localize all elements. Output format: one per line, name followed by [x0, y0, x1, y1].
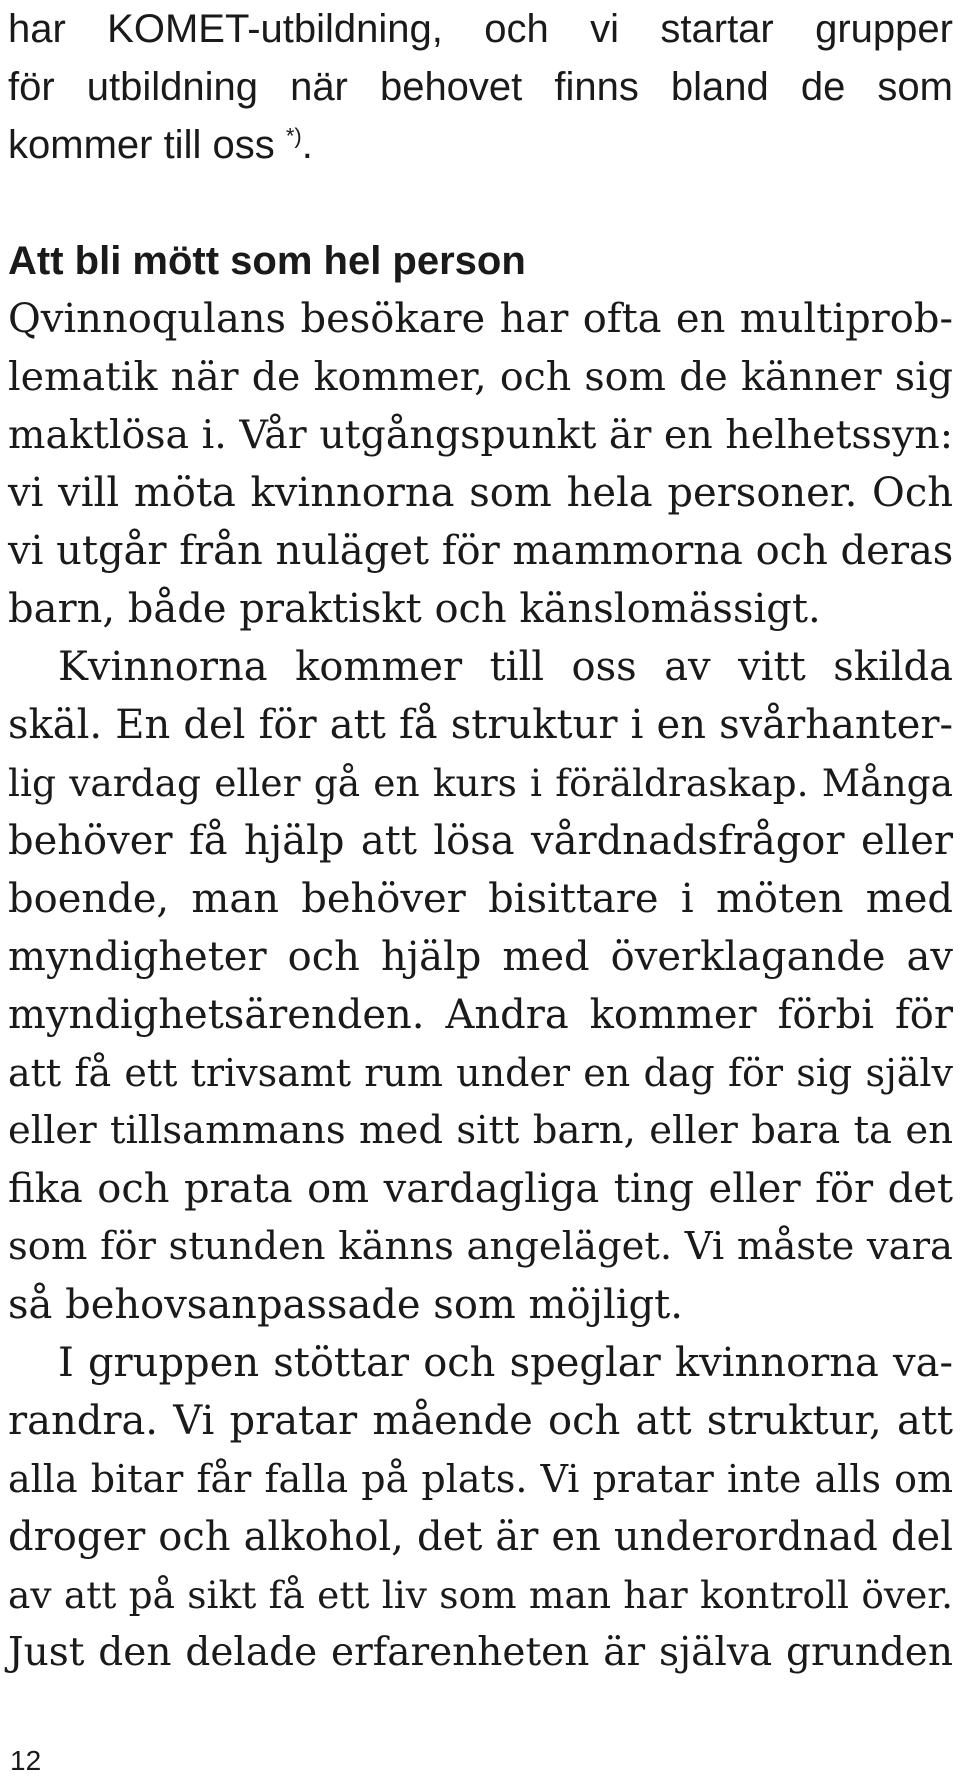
body-line: att få ett trivsamt rum under en dag för sig själv [8, 1051, 953, 1095]
intro-line-2: för utbildning när behovet finns bland de som [8, 65, 953, 109]
body-line: boende, man behöver bisittare i möten med [8, 876, 953, 922]
body-line: lematik när de kommer, och som de känner sig [8, 354, 953, 400]
body-line: alla bitar får falla på plats. Vi pratar inte alls om [8, 1457, 953, 1501]
body-line: droger och alkohol, det är en underordnad del [8, 1514, 953, 1560]
intro-line-1: har KOMET-utbildning, och vi startar grupper [8, 7, 953, 51]
body-line: vi utgår från nuläget för mammorna och deras [8, 528, 954, 574]
body-line: behöver få hjälp att lösa vårdnadsfrågor eller [8, 818, 953, 864]
document-page [8, 0, 953, 1682]
body-line-paragraph-start: Kvinnorna kommer till oss av vitt skilda [58, 644, 953, 690]
body-line: skäl. En del för att få struktur i en svårhanter- [8, 702, 953, 748]
intro-line-3-text: kommer till oss [8, 123, 275, 167]
body-line: maktlösa i. Vår utgångspunkt är en helhetssyn: [8, 412, 954, 458]
body-line: Just den delade erfarenheten är själva grunden [8, 1630, 953, 1675]
body-line: så behovsanpassade som möjligt. [8, 1282, 683, 1328]
body-line: Qvinnoqulans besökare har ofta en multiprob- [8, 296, 953, 342]
body-line: myndighetsärenden. Andra kommer förbi för [8, 992, 953, 1038]
body-line: randra. Vi pratar mående och att struktur, att [8, 1398, 953, 1444]
body-line: fika och prata om vardagliga ting eller för det [8, 1166, 953, 1212]
body-line: lig vardag eller gå en kurs i föräldraskap. Många [8, 761, 953, 805]
section-heading: Att bli mött som hel person [8, 239, 526, 283]
body-line: av att på sikt få ett liv som man har kontroll över. [8, 1573, 953, 1617]
body-line: myndigheter och hjälp med överklagande av [8, 934, 953, 980]
body-line: barn, både praktiskt och känslomässigt. [8, 586, 821, 632]
body-line: vi vill möta kvinnorna som hela personer. Och [8, 470, 953, 516]
body-line-paragraph-start: I gruppen stöttar och speglar kvinnorna va- [58, 1340, 953, 1386]
body-line: eller tillsammans med sitt barn, eller bara ta en [8, 1108, 953, 1153]
intro-line-3-end: . [301, 123, 313, 167]
body-line: som för stunden känns angeläget. Vi måste vara [8, 1224, 953, 1269]
intro-line-3 [8, 116, 953, 174]
page-number: 12 [10, 1745, 42, 1776]
footnote-marker: *) [285, 123, 302, 149]
